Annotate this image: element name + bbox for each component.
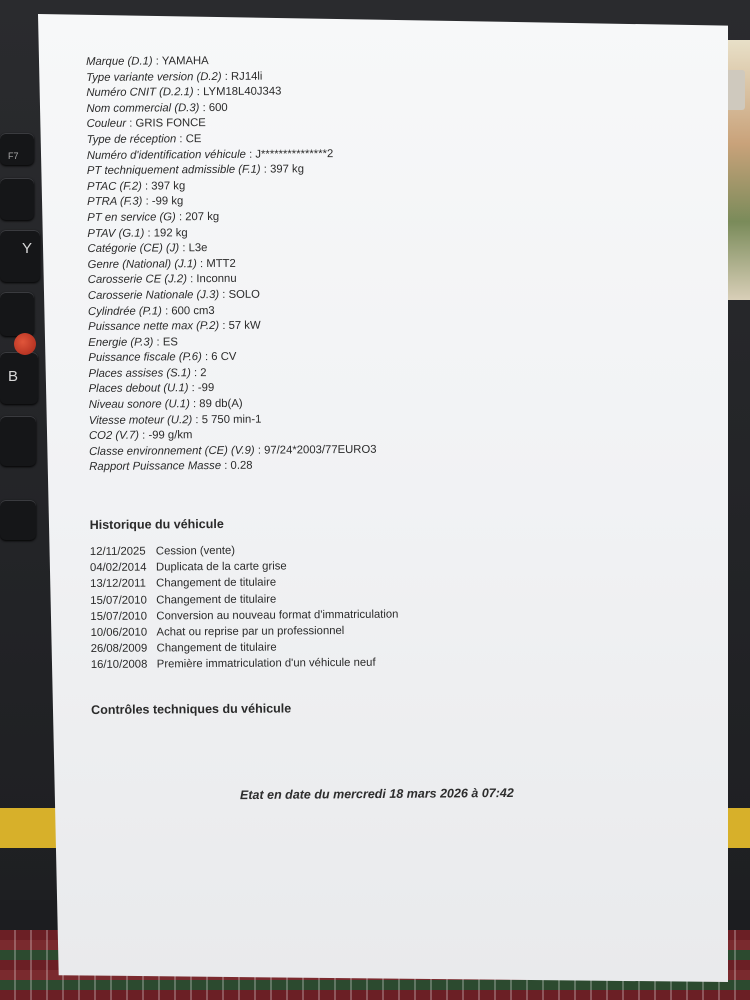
history-date: 15/07/2010	[90, 610, 148, 623]
spec-value: 97/24*2003/77EURO3	[264, 443, 377, 457]
key-blank-4	[0, 500, 36, 540]
spec-list	[86, 50, 689, 476]
history-date: 15/07/2010	[90, 594, 147, 607]
spec-label: PT techniquement admissible (F.1)	[86, 163, 261, 178]
spec-label: PTAV (G.1)	[87, 227, 145, 240]
spec-separator: :	[138, 429, 149, 442]
key-b	[0, 352, 38, 404]
spec-separator: :	[161, 304, 172, 317]
history-event: Achat ou reprise par un professionnel	[156, 625, 345, 639]
spec-label: Type de réception	[86, 133, 177, 146]
side-clip	[725, 70, 745, 110]
spec-label: Genre (National) (J.1)	[87, 257, 197, 271]
spec-value: -99	[197, 382, 215, 395]
spec-value: L3e	[188, 242, 208, 255]
spec-value: 207 kg	[185, 210, 220, 224]
spec-value: 600	[208, 101, 228, 114]
trackpoint	[14, 333, 36, 355]
spec-value: MTT2	[206, 257, 236, 270]
spec-label: Puissance nette max (P.2)	[88, 320, 220, 334]
spec-separator: :	[196, 257, 207, 270]
spec-label: Carosserie Nationale (J.3)	[87, 288, 220, 302]
spec-label: Cylindrée (P.1)	[87, 304, 162, 318]
spec-separator: :	[189, 398, 200, 411]
spec-label: Numéro d'identification véhicule	[86, 148, 246, 162]
key-blank-1	[0, 178, 34, 220]
footer-date-line: Etat en date du mercredi 18 mars 2026 à 07:42	[239, 785, 514, 803]
history-event: Cession (vente)	[155, 544, 236, 558]
spec-separator: :	[193, 86, 204, 99]
spec-value: -99 g/km	[148, 429, 193, 442]
spec-separator: :	[221, 70, 232, 83]
spec-value: RJ14li	[230, 70, 263, 83]
spec-separator: :	[141, 180, 152, 193]
history-row	[91, 653, 691, 674]
key-blank-3	[0, 416, 36, 466]
spec-separator: :	[219, 319, 229, 333]
history-event: Duplicata de la carte grise	[155, 560, 287, 574]
spec-separator: :	[175, 211, 186, 224]
spec-label: Rapport Puissance Masse	[89, 460, 222, 474]
spec-value: ES	[162, 335, 178, 349]
key-f7-label: F7	[8, 151, 19, 161]
history-title: Historique du véhicule	[89, 516, 224, 533]
spec-separator: :	[192, 413, 202, 426]
spec-value: 192 kg	[153, 226, 188, 240]
spec-value: J***************2	[255, 147, 334, 161]
spec-label: Puissance fiscale (P.6)	[88, 351, 202, 365]
spec-label: Numéro CNIT (D.2.1)	[86, 86, 194, 100]
spec-value: CE	[185, 133, 202, 146]
history-date: 10/06/2010	[90, 626, 148, 640]
spec-line	[89, 456, 689, 476]
key-y	[0, 230, 40, 282]
key-y-label: Y	[22, 240, 33, 257]
history-list	[90, 539, 691, 673]
spec-label: Catégorie (CE) (J)	[87, 242, 180, 256]
document-content	[86, 50, 691, 716]
spec-label: Energie (P.3)	[88, 336, 154, 349]
spec-label: Marque (D.1)	[86, 55, 153, 68]
spec-separator: :	[260, 163, 271, 176]
spec-label: Vitesse moteur (U.2)	[88, 413, 193, 427]
spec-separator: :	[188, 382, 198, 395]
key-b-label: B	[8, 368, 19, 385]
key-blank-2	[0, 292, 34, 336]
history-date: 16/10/2008	[90, 658, 148, 672]
controls-title: Contrôles techniques du véhicule	[91, 701, 292, 717]
spec-value: 57 kW	[228, 319, 261, 332]
spec-value: GRIS FONCE	[135, 117, 206, 130]
spec-label: Niveau sonore (U.1)	[88, 398, 190, 412]
history-date: 13/12/2011	[90, 577, 146, 591]
spec-value: 0.28	[230, 460, 253, 473]
spec-separator: :	[126, 117, 136, 131]
spec-separator: :	[152, 55, 162, 68]
spec-value: Inconnu	[196, 273, 237, 286]
spec-separator: :	[254, 444, 265, 457]
spec-separator: :	[199, 101, 209, 114]
spec-label: PTRA (F.3)	[87, 195, 143, 209]
spec-value: YAMAHA	[161, 55, 209, 68]
spec-label: Nom commercial (D.3)	[86, 101, 200, 115]
spec-label: Type variante version (D.2)	[86, 70, 222, 84]
spec-label: Couleur	[86, 118, 127, 131]
spec-separator: :	[153, 336, 163, 349]
history-event: Changement de titulaire	[156, 576, 277, 590]
spec-separator: :	[201, 351, 212, 364]
spec-label: Classe environnement (CE) (V.9)	[89, 444, 255, 458]
history-event: Première immatriculation d'un véhicule neuf	[156, 657, 376, 671]
spec-label: Carosserie CE (J.2)	[87, 273, 188, 287]
spec-value: LYM18L40J343	[203, 85, 282, 99]
spec-value: 397 kg	[151, 179, 186, 193]
spec-label: PTAC (F.2)	[86, 180, 142, 193]
spec-separator: :	[190, 366, 201, 380]
spec-label: Places debout (U.1)	[88, 382, 189, 396]
spec-value: 5 750 min-1	[201, 413, 262, 426]
history-event: Changement de titulaire	[156, 593, 277, 607]
history-date: 12/11/2025	[89, 545, 146, 559]
spec-value: 6 CV	[211, 351, 237, 364]
spec-value: 89 db(A)	[199, 397, 243, 411]
spec-separator: :	[219, 288, 229, 301]
history-date: 26/08/2009	[90, 642, 148, 656]
spec-value: 600 cm3	[171, 304, 215, 317]
spec-value: 397 kg	[270, 163, 305, 176]
spec-label: PT en service (G)	[87, 211, 176, 224]
history-event: Changement de titulaire	[156, 641, 277, 655]
spec-separator: :	[179, 242, 189, 255]
history-date: 04/02/2014	[89, 561, 147, 575]
spec-value: 2	[200, 366, 207, 379]
spec-separator: :	[186, 273, 197, 286]
history-event: Conversion au nouveau format d'immatriculation	[156, 608, 399, 623]
spec-separator: :	[142, 195, 152, 208]
spec-label: CO2 (V.7)	[88, 429, 140, 443]
spec-separator: :	[144, 227, 154, 240]
spec-separator: :	[176, 133, 186, 146]
spec-separator: :	[221, 460, 231, 473]
spec-value: -99 kg	[151, 195, 184, 208]
spec-label: Places assises (S.1)	[88, 367, 191, 380]
spec-value: SOLO	[228, 288, 260, 301]
key-f7	[0, 133, 34, 165]
spec-separator: :	[245, 148, 256, 161]
